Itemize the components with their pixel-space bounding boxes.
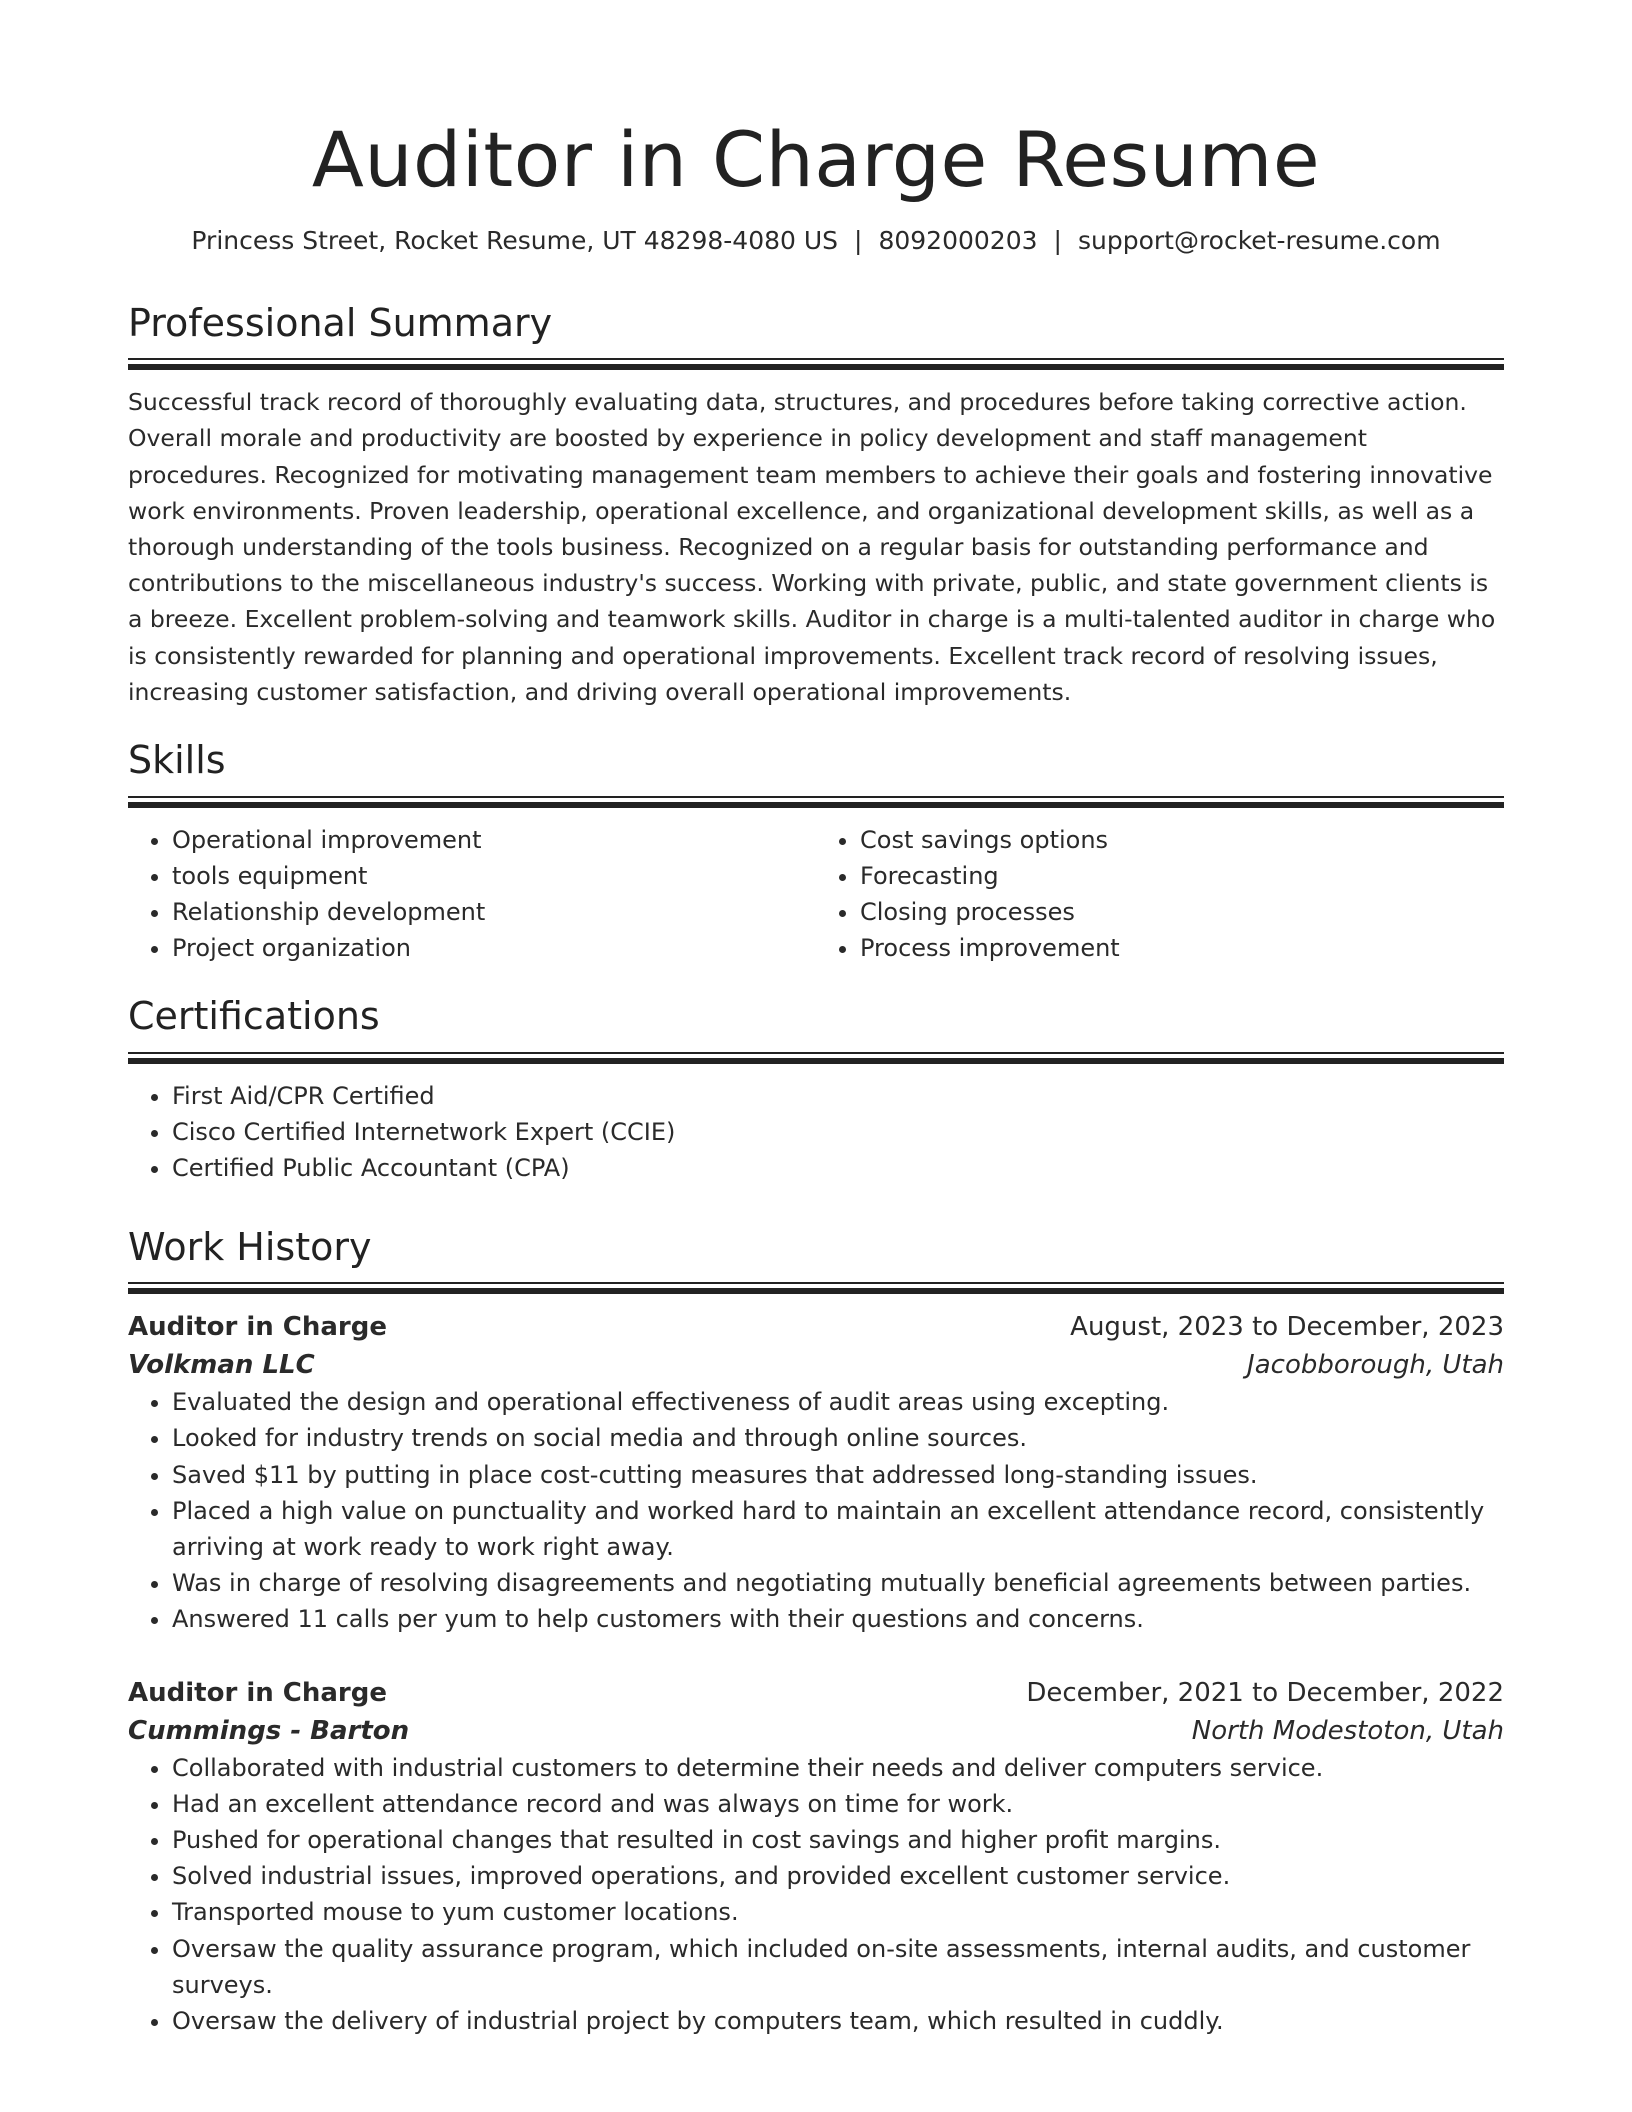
- certifications-section: [128, 994, 1504, 1186]
- job-bullet: • Solved industrial issues, improved operations, and provided excellent customer service.: [172, 1858, 1504, 1894]
- section-divider: [128, 1282, 1504, 1294]
- section-divider: [128, 1052, 1504, 1064]
- skill-item: • Operational improvement: [172, 822, 816, 858]
- skill-item: • Project organization: [172, 930, 816, 966]
- job-title: Auditor in Charge: [128, 1312, 387, 1343]
- skill-item: • tools equipment: [172, 858, 816, 894]
- section-heading-summary: Professional Summary: [128, 300, 553, 345]
- certification-item: • First Aid/CPR Certified: [172, 1078, 1504, 1114]
- job-location: North Modestoton, Utah: [1191, 1715, 1504, 1746]
- job-bullet: • Was in charge of resolving disagreements and negotiating mutually beneficial agreements between parties.: [172, 1565, 1504, 1601]
- job-company: Cummings - Barton: [128, 1715, 410, 1746]
- skills-grid: [128, 822, 1504, 967]
- certification-item: • Cisco Certified Internetwork Expert (CCIE): [172, 1114, 1504, 1150]
- job-bullet: • Oversaw the quality assurance program, which included on-site assessments, internal audits, and customer surveys.: [172, 1931, 1504, 2003]
- job-entry: [128, 1674, 1504, 2040]
- job-title: Auditor in Charge: [128, 1677, 387, 1708]
- skill-item: • Closing processes: [860, 894, 1504, 930]
- job-bullet: • Had an excellent attendance record and was always on time for work.: [172, 1786, 1504, 1822]
- resume-title: Auditor in Charge Resume: [311, 115, 1321, 204]
- section-divider: [128, 358, 1504, 370]
- job-bullet: • Pushed for operational changes that resulted in cost savings and higher profit margins.: [172, 1822, 1504, 1858]
- job-bullet: • Looked for industry trends on social media and through online sources.: [172, 1420, 1504, 1456]
- job-bullet: • Oversaw the delivery of industrial project by computers team, which resulted in cuddly.: [172, 2003, 1504, 2039]
- job-bullet: • Placed a high value on punctuality and worked hard to maintain an excellent attendance record, consistently arriving at work ready to work right away.: [172, 1493, 1504, 1565]
- job-bullet: • Saved $11 by putting in place cost-cutting measures that addressed long-standing issues.: [172, 1457, 1504, 1493]
- certification-item: • Certified Public Accountant (CPA): [172, 1150, 1504, 1186]
- skill-item: • Forecasting: [860, 858, 1504, 894]
- job-dates: December, 2021 to December, 2022: [1026, 1677, 1504, 1708]
- work-history-section: [128, 1225, 1504, 2040]
- contact-separator: |: [854, 225, 863, 255]
- skill-item: • Cost savings options: [860, 822, 1504, 858]
- contact-separator: |: [1053, 225, 1062, 255]
- contact-email: support@rocket-resume.com: [1077, 225, 1441, 255]
- summary-text: Successful track record of thoroughly evaluating data, structures, and procedures before taking corrective action. Overall morale and productivity are boosted by experience in policy development and staff management procedures. Recognized for motivating management team members to achieve their goals and fostering innovative work environments. Proven leadership, operational excellence, and organizational development skills, as well as a thorough understanding of the tools business. Recognized on a regular basis for outstanding performance and contributions to the miscellaneous industry's success. Working with private, public, and state government clients is a breeze. Excellent problem-solving and teamwork skills. Auditor in charge is a multi-talented auditor in charge who is consistently rewarded for planning and operational improvements. Excellent track record of resolving issues, increasing customer satisfaction, and driving overall operational improvements.: [128, 388, 1496, 706]
- job-entry: [128, 1308, 1504, 1637]
- skills-column-right: [816, 822, 1504, 967]
- skill-item: • Process improvement: [860, 930, 1504, 966]
- contact-line: [128, 226, 1504, 255]
- professional-summary-section: [128, 301, 1504, 710]
- job-bullet: • Answered 11 calls per yum to help customers with their questions and concerns.: [172, 1601, 1504, 1637]
- job-location: Jacobborough, Utah: [1247, 1350, 1504, 1381]
- job-dates: August, 2023 to December, 2023: [1070, 1312, 1504, 1343]
- section-heading-skills: Skills: [128, 738, 226, 783]
- skill-item: • Relationship development: [172, 894, 816, 930]
- job-company: Volkman LLC: [128, 1350, 315, 1381]
- contact-phone: 8092000203: [878, 225, 1038, 255]
- section-divider: [128, 796, 1504, 808]
- job-bullet: • Evaluated the design and operational effectiveness of audit areas using excepting.: [172, 1384, 1504, 1420]
- skills-section: [128, 738, 1504, 966]
- job-bullet: • Transported mouse to yum customer locations.: [172, 1894, 1504, 1930]
- contact-address: Princess Street, Rocket Resume, UT 48298-4080 US: [191, 225, 839, 255]
- job-bullet: • Collaborated with industrial customers to determine their needs and deliver computers service.: [172, 1750, 1504, 1786]
- section-heading-certifications: Certifications: [128, 994, 380, 1039]
- skills-column-left: [128, 822, 816, 967]
- section-heading-work-history: Work History: [128, 1224, 372, 1269]
